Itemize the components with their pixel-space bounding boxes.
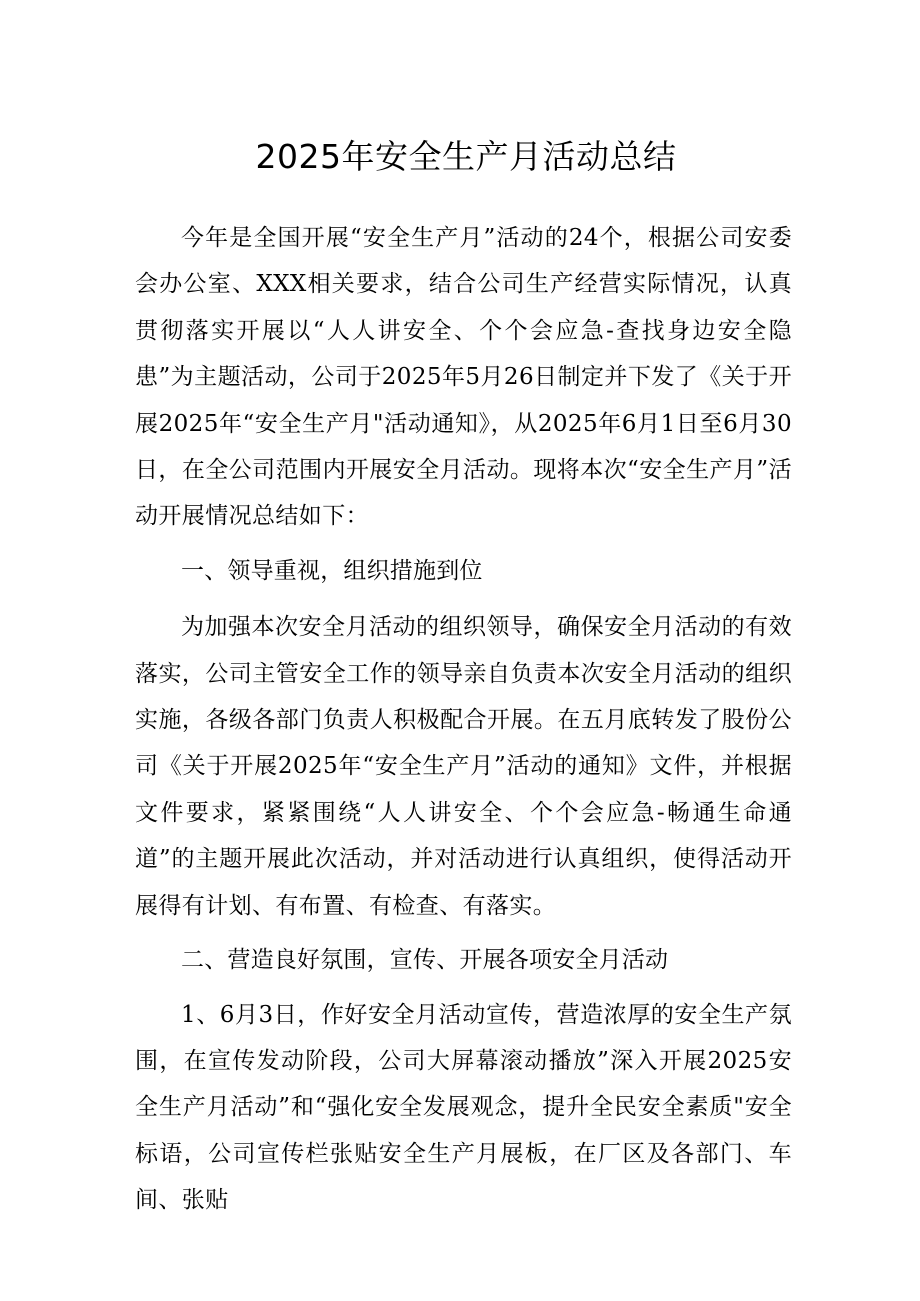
section-heading-2: 二、营造良好氛围，宣传、开展各项安全月活动 xyxy=(181,947,669,974)
document-title: 2025年安全生产月活动总结 xyxy=(255,137,677,176)
section-heading-1: 一、领导重视，组织措施到位 xyxy=(181,557,483,584)
intro-paragraph: 今年是全国开展“安全生产月”活动的24个，根据公司安委会办公室、XXX相关要求，结合公司生产经营实际情况，认真贯彻落实开展以“人人讲安全、个个会应急-查找身边安全隐患”为主题活动，公司于2025年5月26日制定并下发了《关于开展2025年“安全生产月"活动通知》，从2025年6月1日至6月30日，在全公司范围内开展安全月活动。现将本次“安全生产月”活动开展情况总结如下： xyxy=(135,225,792,530)
section-1-paragraph: 为加强本次安全月活动的组织领导，确保安全月活动的有效落实，公司主管安全工作的领导亲自负责本次安全月活动的组织实施，各级各部门负责人积极配合开展。在五月底转发了股份公司《关于开展2025年“安全生产月”活动的通知》文件，并根据文件要求，紧紧围绕“人人讲安全、个个会应急-畅通生命通道”的主题开展此次活动，并对活动进行认真组织，使得活动开展得有计划、有布置、有检查、有落实。 xyxy=(135,614,792,919)
section-2-paragraph: 1、6月3日，作好安全月活动宣传，营造浓厚的安全生产氛围，在宣传发动阶段，公司大屏幕滚动播放”深入开展2025安全生产月活动”和“强化安全发展观念，提升全民安全素质"安全标语，公司宣传栏张贴安全生产月展板，在厂区及各部门、车间、张贴 xyxy=(135,1001,792,1214)
